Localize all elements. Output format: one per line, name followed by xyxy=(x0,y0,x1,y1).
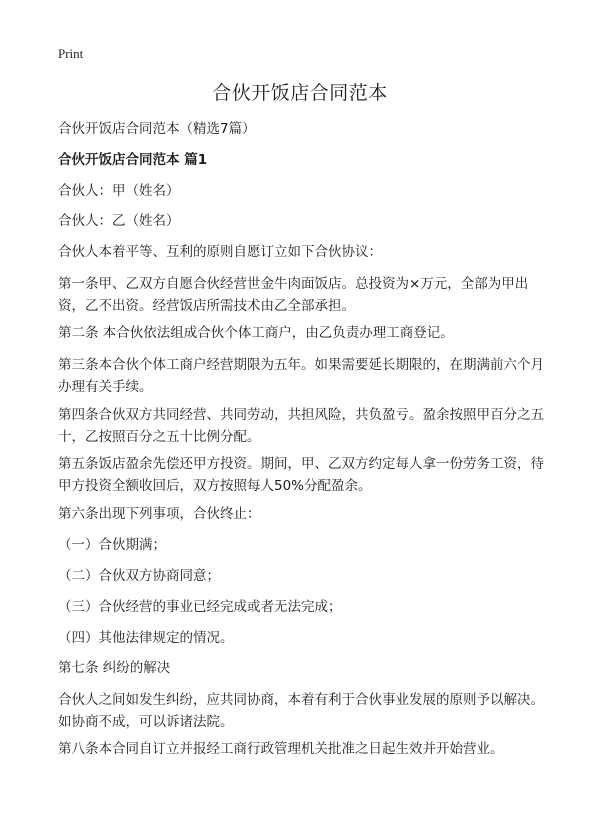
list-item-3: （三）合伙经营的事业已经完成或者无法完成； xyxy=(58,599,342,615)
paragraph-article-5: 第五条饭店盈余先偿还甲方投资。期间，甲、乙双方约定每人拿一份劳务工资，待甲方投资全额收回后，双方按照每人50%分配盈余。 xyxy=(58,456,544,494)
paragraph-article-4: 第四条合伙双方共同经营、共同劳动，共担风险，共负盈亏。盈余按照甲百分之五十，乙按照百分之五十比例分配。 xyxy=(58,407,544,445)
paragraph-article-8: 第八条本合同自订立并报经工商行政管理机关批准之日起生效并开始营业。 xyxy=(58,741,504,757)
paragraph-partner-a: 合伙人：甲（姓名） xyxy=(58,183,180,199)
paragraph-article-1: 第一条甲、乙双方自愿合伙经营世金牛肉面饭店。总投资为×万元，全部为甲出资，乙不出资。经营饭店所需技术由乙全部承担。 xyxy=(58,276,529,314)
paragraph-article-2: 第二条 本合伙依法组成合伙个体工商户，由乙负责办理工商登记。 xyxy=(58,325,454,341)
section-heading: 合伙开饭店合同范本 篇1 xyxy=(58,152,208,168)
paragraph-article-3: 第三条本合伙个体工商户经营期限为五年。如果需要延长期限的，在期满前六个月办理有关手续。 xyxy=(58,357,544,395)
list-item-1: （一）合伙期满； xyxy=(58,537,166,553)
paragraph-partner-b: 合伙人：乙（姓名） xyxy=(58,213,180,229)
document-title: 合伙开饭店合同范本 xyxy=(212,82,388,104)
list-item-4: （四）其他法律规定的情况。 xyxy=(58,630,234,646)
paragraph-article-7: 第七条 纠纷的解决 xyxy=(58,660,171,676)
paragraph-preamble: 合伙人本着平等、互利的原则自愿订立如下合伙协议： xyxy=(58,244,382,260)
list-item-2: （二）合伙双方协商同意； xyxy=(58,568,220,584)
print-link[interactable]: Print xyxy=(58,46,84,61)
paragraph-dispute-resolution: 合伙人之间如发生纠纷，应共同协商，本着有利于合伙事业发展的原则予以解决。如协商不成，可以诉诸法院。 xyxy=(58,692,544,730)
document-subtitle: 合伙开饭店合同范本（精选7篇） xyxy=(58,121,256,137)
paragraph-article-6: 第六条出现下列事项，合伙终止： xyxy=(58,506,261,522)
